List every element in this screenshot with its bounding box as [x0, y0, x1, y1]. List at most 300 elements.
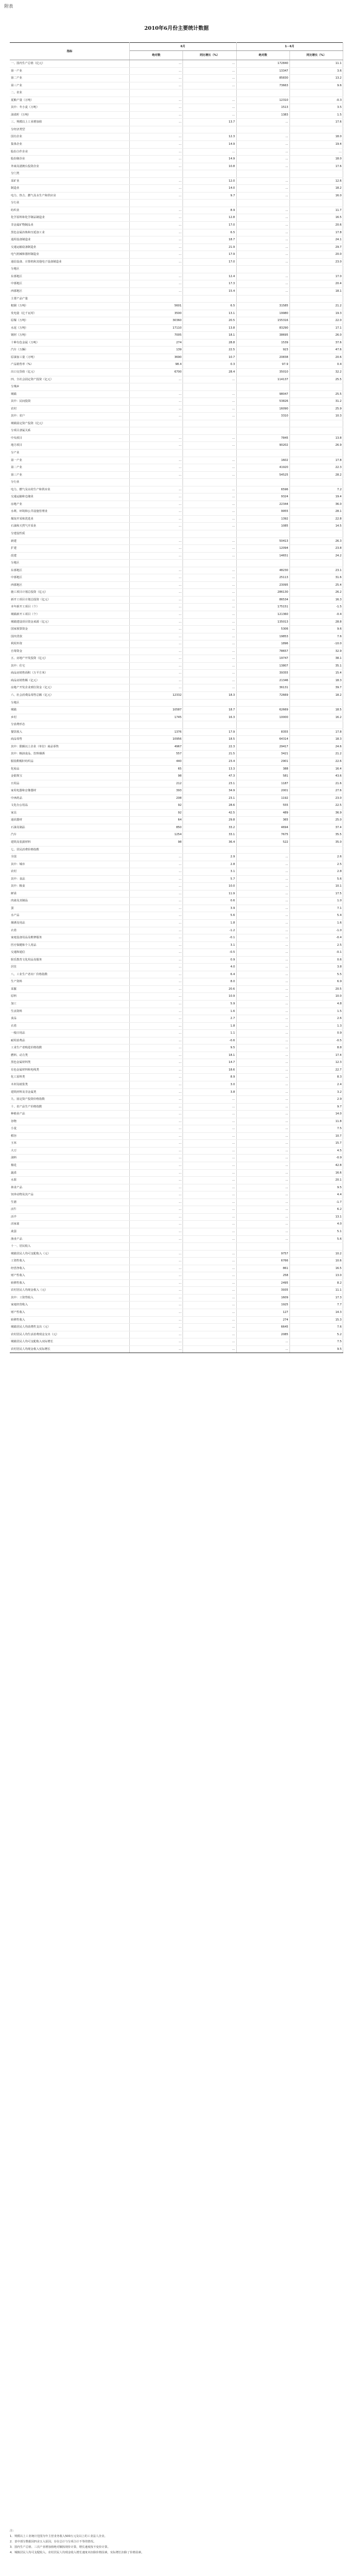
- row-month-abs-cell: …: [130, 912, 183, 920]
- table-row: [10, 207, 343, 214]
- row-indicator-cell: 五、房地产开发投资（亿元）: [10, 655, 130, 663]
- row-indicator-cell: 种植业产品: [10, 1111, 130, 1118]
- row-month-yoy-cell: 14.9: [183, 156, 236, 163]
- row-indicator-cell: 十一、居民收入: [10, 1243, 130, 1251]
- row-ytd-yoy-cell: -0.3: [289, 97, 343, 104]
- row-ytd-abs-cell: …: [236, 141, 289, 149]
- row-ytd-abs-cell: …: [236, 1345, 289, 1353]
- row-month-abs-cell: …: [130, 398, 183, 406]
- row-indicator-cell: 房地产业: [10, 501, 130, 508]
- row-ytd-abs-cell: …: [236, 905, 289, 912]
- row-indicator-cell: 经营净收入: [10, 1265, 130, 1272]
- row-month-yoy-cell: …: [183, 581, 236, 589]
- row-month-yoy-cell: …: [183, 1118, 236, 1125]
- row-month-abs-cell: …: [130, 104, 183, 112]
- row-ytd-yoy-cell: 7.2: [289, 486, 343, 494]
- row-indicator-cell: 钢材（万吨）: [10, 332, 130, 339]
- row-month-yoy-cell: 1.8: [183, 1022, 236, 1030]
- row-month-yoy-cell: 22.5: [183, 347, 236, 354]
- row-month-yoy-cell: -1.2: [183, 927, 236, 934]
- row-ytd-abs-cell: 274: [236, 1316, 289, 1324]
- row-month-abs-cell: …: [130, 567, 183, 574]
- table-row: [10, 552, 343, 560]
- row-ytd-yoy-cell: 35.0: [289, 838, 343, 846]
- row-ytd-abs-cell: …: [236, 978, 289, 986]
- row-month-yoy-cell: …: [183, 1125, 236, 1133]
- row-month-abs-cell: [130, 200, 183, 207]
- row-ytd-abs-cell: …: [236, 1147, 289, 1155]
- row-indicator-cell: 城镇固定资产投资（亿元）: [10, 420, 130, 427]
- row-month-yoy-cell: …: [183, 1103, 236, 1111]
- row-month-yoy-cell: …: [183, 82, 236, 89]
- row-ytd-abs-cell: …: [236, 251, 289, 259]
- row-ytd-abs-cell: 1602: [236, 457, 289, 464]
- row-month-abs-cell: …: [130, 501, 183, 508]
- row-month-yoy-cell: …: [183, 398, 236, 406]
- row-ytd-abs-cell: 54525: [236, 471, 289, 479]
- row-indicator-cell: 分产业: [10, 449, 130, 457]
- row-month-abs-cell: …: [130, 919, 183, 927]
- table-row: [10, 1272, 343, 1280]
- row-ytd-abs-cell: …: [236, 280, 289, 288]
- row-month-abs-cell: 6700: [130, 368, 183, 376]
- row-ytd-abs-cell: …: [236, 229, 289, 236]
- row-ytd-yoy-cell: 1.0: [289, 898, 343, 905]
- row-ytd-yoy-cell: 19.3: [289, 310, 343, 317]
- row-ytd-abs-cell: …: [236, 214, 289, 222]
- row-month-abs-cell: …: [130, 442, 183, 450]
- row-ytd-yoy-cell: 17.6: [289, 163, 343, 170]
- table-row: [10, 736, 343, 744]
- row-month-abs-cell: …: [130, 1155, 183, 1162]
- row-ytd-abs-cell: 90202: [236, 442, 289, 450]
- table-row: [10, 185, 343, 193]
- row-month-abs-cell: …: [130, 67, 183, 75]
- table-row: [10, 126, 343, 133]
- row-month-abs-cell: …: [130, 1287, 183, 1295]
- row-ytd-abs-cell: …: [236, 1125, 289, 1133]
- row-month-yoy-cell: 23.1: [183, 780, 236, 787]
- row-ytd-abs-cell: 19747: [236, 655, 289, 663]
- table-row: [10, 501, 343, 508]
- row-month-yoy-cell: 6.5: [183, 303, 236, 310]
- row-month-abs-cell: 12332: [130, 692, 183, 700]
- table-row: [10, 1309, 343, 1316]
- row-ytd-yoy-cell: 14.0: [289, 1111, 343, 1118]
- row-month-yoy-cell: 17.9: [183, 251, 236, 259]
- row-indicator-cell: 有色金属材料和电线类: [10, 1066, 130, 1074]
- table-row: [10, 479, 343, 486]
- row-ytd-abs-cell: 19980: [236, 310, 289, 317]
- row-ytd-abs-cell: 1192: [236, 794, 289, 802]
- row-month-abs-cell: …: [130, 1001, 183, 1008]
- row-ytd-abs-cell: …: [236, 854, 289, 861]
- row-ytd-abs-cell: …: [236, 985, 289, 993]
- row-month-abs-cell: …: [130, 390, 183, 398]
- table-row: [10, 67, 343, 75]
- row-month-yoy-cell: 14.7: [183, 1059, 236, 1067]
- table-row: [10, 626, 343, 633]
- row-month-yoy-cell: …: [183, 515, 236, 523]
- row-ytd-yoy-cell: -0.4: [289, 934, 343, 942]
- row-ytd-abs-cell: 16090: [236, 405, 289, 413]
- row-month-abs-cell: …: [130, 258, 183, 266]
- row-month-yoy-cell: 28.8: [183, 339, 236, 347]
- row-month-yoy-cell: -0.6: [183, 1037, 236, 1045]
- row-indicator-cell: 分经济类型: [10, 126, 130, 133]
- table-row: [10, 824, 343, 831]
- table-row: [10, 243, 343, 251]
- row-ytd-abs-cell: …: [236, 287, 289, 295]
- row-month-abs-cell: …: [130, 1206, 183, 1214]
- row-month-yoy-cell: 5.9: [183, 1001, 236, 1008]
- row-month-abs-cell: …: [130, 1258, 183, 1265]
- row-indicator-cell: 农村居民人均现金收入实际增长: [10, 1345, 130, 1353]
- row-ytd-abs-cell: [236, 560, 289, 567]
- row-indicator-cell: 交通和通信: [10, 949, 130, 957]
- row-month-abs-cell: …: [130, 934, 183, 942]
- row-month-abs-cell: …: [130, 111, 183, 119]
- row-month-yoy-cell: 1.6: [183, 1008, 236, 1015]
- table-row: [10, 258, 343, 266]
- row-ytd-abs-cell: [236, 530, 289, 538]
- row-ytd-abs-cell: [236, 295, 289, 303]
- row-ytd-abs-cell: 12094: [236, 545, 289, 553]
- row-ytd-abs-cell: 2901: [236, 758, 289, 765]
- row-indicator-cell: 活家禽: [10, 1221, 130, 1228]
- row-month-yoy-cell: …: [183, 604, 236, 611]
- row-ytd-abs-cell: 121360: [236, 611, 289, 619]
- row-month-yoy-cell: …: [183, 618, 236, 626]
- row-month-abs-cell: …: [130, 1228, 183, 1235]
- note-line: 1．规模以上工业统计范围为年主营业务收入500万元及以上的工业法人企业。: [10, 2535, 108, 2538]
- row-month-abs-cell: 5601: [130, 303, 183, 310]
- row-ytd-abs-cell: …: [236, 177, 289, 185]
- row-indicator-cell: 通信设备、计算机和其他电子设备制造业: [10, 258, 130, 266]
- row-month-yoy-cell: -0.1: [183, 934, 236, 942]
- row-indicator-cell: 其中：城市: [10, 861, 130, 868]
- row-indicator-cell: 渔业产品: [10, 1235, 130, 1243]
- row-month-abs-cell: …: [130, 405, 183, 413]
- table-row: [10, 457, 343, 464]
- row-month-abs-cell: 98: [130, 773, 183, 780]
- note-line: 4．城镇居民人均可支配收入、农村居民人均现金收入增长速度未扣除价格因素，实际增长扣除了价格因素。: [10, 2551, 144, 2554]
- row-indicator-cell: 鲜菜: [10, 890, 130, 898]
- table-row: [10, 354, 343, 361]
- table-row: [10, 464, 343, 472]
- row-indicator-cell: 六、社会消费品零售总额（亿元）: [10, 692, 130, 700]
- table-row: [10, 875, 343, 883]
- row-ytd-abs-cell: 78657: [236, 648, 289, 655]
- row-month-yoy-cell: 6.4: [183, 971, 236, 978]
- row-indicator-cell: 耐用消费品: [10, 1037, 130, 1045]
- table-row: [10, 303, 343, 310]
- row-month-yoy-cell: …: [183, 1345, 236, 1353]
- table-row: [10, 449, 343, 457]
- row-indicator-cell: 娱乐教育文化用品及服务: [10, 956, 130, 964]
- row-indicator-cell: 二、农业: [10, 89, 130, 97]
- row-ytd-abs-cell: …: [236, 1140, 289, 1148]
- row-month-yoy-cell: 12.3: [183, 133, 236, 141]
- row-ytd-abs-cell: …: [236, 934, 289, 942]
- row-month-yoy-cell: 13.7: [183, 119, 236, 126]
- row-ytd-yoy-cell: 15.3: [289, 1316, 343, 1324]
- table-row: [10, 1096, 343, 1104]
- row-month-yoy-cell: …: [183, 508, 236, 516]
- row-ytd-yoy-cell: 17.3: [289, 1294, 343, 1302]
- row-ytd-abs-cell: [236, 383, 289, 391]
- row-indicator-cell: 汽车: [10, 831, 130, 839]
- row-month-abs-cell: …: [130, 537, 183, 545]
- table-row: [10, 1169, 343, 1177]
- row-month-abs-cell: …: [130, 1066, 183, 1074]
- row-month-yoy-cell: [183, 530, 236, 538]
- row-month-yoy-cell: 8.9: [183, 1074, 236, 1081]
- row-month-yoy-cell: 21.9: [183, 243, 236, 251]
- row-month-abs-cell: …: [130, 985, 183, 993]
- table-row: [10, 964, 343, 971]
- row-ytd-yoy-cell: [289, 449, 343, 457]
- row-ytd-yoy-cell: 17.4: [289, 1052, 343, 1059]
- row-month-abs-cell: …: [130, 75, 183, 82]
- row-indicator-cell: 粗钢（万吨）: [10, 303, 130, 310]
- header-ytd-abs: 绝对数: [236, 51, 289, 60]
- row-indicator-cell: 采掘: [10, 985, 130, 993]
- row-indicator-cell: 化学原料和化学制品制造业: [10, 214, 130, 222]
- row-indicator-cell: 水产品: [10, 912, 130, 920]
- row-month-abs-cell: …: [130, 1324, 183, 1331]
- row-ytd-yoy-cell: [289, 420, 343, 427]
- row-ytd-abs-cell: 581: [236, 773, 289, 780]
- table-row: [10, 236, 343, 244]
- row-month-abs-cell: …: [130, 177, 183, 185]
- row-ytd-abs-cell: 31585: [236, 303, 289, 310]
- row-ytd-yoy-cell: [289, 266, 343, 273]
- row-month-abs-cell: …: [130, 1294, 183, 1302]
- row-month-abs-cell: 3690: [130, 354, 183, 361]
- row-month-yoy-cell: …: [183, 1206, 236, 1214]
- table-row: [10, 1022, 343, 1030]
- row-ytd-yoy-cell: 1.6: [289, 919, 343, 927]
- table-row: [10, 1177, 343, 1184]
- row-month-abs-cell: 1376: [130, 728, 183, 736]
- table-row: [10, 1125, 343, 1133]
- table-row: [10, 883, 343, 890]
- row-ytd-abs-cell: …: [236, 222, 289, 229]
- row-ytd-yoy-cell: 18.3: [289, 677, 343, 684]
- table-row: [10, 405, 343, 413]
- row-ytd-yoy-cell: 2.5: [289, 941, 343, 949]
- row-ytd-abs-cell: 9324: [236, 494, 289, 501]
- row-ytd-yoy-cell: 20.5: [289, 985, 343, 993]
- table-row: [10, 1206, 343, 1214]
- row-ytd-yoy-cell: 23.8: [289, 545, 343, 553]
- row-indicator-cell: 石油和天然气开采业: [10, 523, 130, 530]
- row-month-abs-cell: …: [130, 1309, 183, 1316]
- table-header: [10, 43, 343, 60]
- row-ytd-abs-cell: 155316: [236, 317, 289, 325]
- row-ytd-abs-cell: …: [236, 1008, 289, 1015]
- row-month-abs-cell: [130, 170, 183, 178]
- table-row: [10, 743, 343, 751]
- row-indicator-cell: 工资性收入: [10, 1258, 130, 1265]
- row-ytd-yoy-cell: [289, 126, 343, 133]
- row-ytd-yoy-cell: 16.5: [289, 1265, 343, 1272]
- table-row: [10, 618, 343, 626]
- row-indicator-cell: 服装鞋帽针纺织品: [10, 758, 130, 765]
- row-month-yoy-cell: 18.6: [183, 1066, 236, 1074]
- row-indicator-cell: 利用外资: [10, 640, 130, 648]
- row-ytd-abs-cell: …: [236, 1169, 289, 1177]
- row-month-abs-cell: …: [130, 964, 183, 971]
- table-row: [10, 60, 343, 68]
- table-row: [10, 567, 343, 574]
- row-ytd-abs-cell: 7675: [236, 831, 289, 839]
- row-month-yoy-cell: …: [183, 670, 236, 677]
- row-ytd-abs-cell: 20838: [236, 354, 289, 361]
- row-month-yoy-cell: …: [183, 1258, 236, 1265]
- row-indicator-cell: 商品零售: [10, 736, 130, 744]
- row-month-abs-cell: …: [130, 119, 183, 126]
- row-ytd-yoy-cell: 0.6: [289, 956, 343, 964]
- row-month-abs-cell: 7005: [130, 332, 183, 339]
- table-row: [10, 596, 343, 604]
- table-row: [10, 1066, 343, 1074]
- row-ytd-yoy-cell: 3.8: [289, 964, 343, 971]
- table-row: [10, 846, 343, 854]
- row-month-abs-cell: …: [130, 1140, 183, 1148]
- table-row: [10, 515, 343, 523]
- table-row: [10, 1059, 343, 1067]
- row-month-yoy-cell: …: [183, 1147, 236, 1155]
- row-ytd-abs-cell: …: [236, 1155, 289, 1162]
- row-ytd-yoy-cell: 23.0: [289, 794, 343, 802]
- row-ytd-yoy-cell: 20.4: [289, 280, 343, 288]
- row-month-yoy-cell: …: [183, 111, 236, 119]
- row-ytd-yoy-cell: [289, 1243, 343, 1251]
- table-row: [10, 985, 343, 993]
- row-indicator-cell: 原料: [10, 993, 130, 1001]
- row-month-abs-cell: …: [130, 82, 183, 89]
- table-row: [10, 251, 343, 259]
- table-row: [10, 670, 343, 677]
- row-indicator-cell: 林业产品: [10, 1184, 130, 1191]
- page-label: 附表: [4, 4, 13, 9]
- row-month-abs-cell: …: [130, 581, 183, 589]
- row-ytd-abs-cell: 6596: [236, 486, 289, 494]
- row-indicator-cell: 分地区: [10, 266, 130, 273]
- row-indicator-cell: 农村居民人均生活消费现金支出（元）: [10, 1331, 130, 1338]
- row-month-yoy-cell: 16.3: [183, 714, 236, 721]
- row-ytd-yoy-cell: 28.2: [289, 471, 343, 479]
- table-row: [10, 560, 343, 567]
- row-month-yoy-cell: …: [183, 1155, 236, 1162]
- row-ytd-abs-cell: …: [236, 964, 289, 971]
- row-month-yoy-cell: 20.5: [183, 317, 236, 325]
- row-ytd-yoy-cell: 13.8: [289, 434, 343, 442]
- table-row: [10, 1302, 343, 1309]
- table-row: [10, 200, 343, 207]
- row-month-yoy-cell: …: [183, 589, 236, 597]
- row-month-abs-cell: …: [130, 207, 183, 214]
- row-ytd-abs-cell: …: [236, 258, 289, 266]
- row-month-abs-cell: [130, 1243, 183, 1251]
- row-month-abs-cell: …: [130, 905, 183, 912]
- row-ytd-yoy-cell: 23.1: [289, 567, 343, 574]
- row-ytd-yoy-cell: 31.6: [289, 574, 343, 582]
- row-month-yoy-cell: …: [183, 494, 236, 501]
- row-month-yoy-cell: …: [183, 633, 236, 640]
- row-month-yoy-cell: …: [183, 501, 236, 508]
- row-ytd-abs-cell: 39355: [236, 670, 289, 677]
- row-indicator-cell: 国家预算资金: [10, 626, 130, 633]
- row-month-yoy-cell: 29.8: [183, 817, 236, 824]
- row-month-abs-cell: 1254: [130, 831, 183, 839]
- table-row: [10, 728, 343, 736]
- row-ytd-abs-cell: …: [236, 868, 289, 876]
- row-indicator-cell: 财产性收入: [10, 1272, 130, 1280]
- row-ytd-yoy-cell: 4.5: [289, 1147, 343, 1155]
- row-indicator-cell: 通讯器材: [10, 817, 130, 824]
- row-month-yoy-cell: …: [183, 611, 236, 619]
- row-indicator-cell: 财产性收入: [10, 1309, 130, 1316]
- row-month-yoy-cell: 12.0: [183, 177, 236, 185]
- row-indicator-cell: 其中：工资性收入: [10, 1294, 130, 1302]
- row-ytd-abs-cell: …: [236, 1059, 289, 1067]
- row-month-abs-cell: …: [130, 1074, 183, 1081]
- row-ytd-yoy-cell: 6.2: [289, 1206, 343, 1214]
- row-month-abs-cell: 557: [130, 751, 183, 758]
- table-row: [10, 1191, 343, 1199]
- row-ytd-yoy-cell: 22.6: [289, 758, 343, 765]
- row-month-abs-cell: 30360: [130, 317, 183, 325]
- row-indicator-cell: 夏粮产量（万吨）: [10, 97, 130, 104]
- row-month-yoy-cell: …: [183, 1162, 236, 1170]
- row-month-yoy-cell: …: [183, 640, 236, 648]
- row-ytd-abs-cell: …: [236, 1088, 289, 1096]
- row-month-abs-cell: …: [130, 222, 183, 229]
- header-ytd: 1－6月: [236, 43, 343, 51]
- row-month-abs-cell: …: [130, 1037, 183, 1045]
- row-ytd-abs-cell: [236, 266, 289, 273]
- row-indicator-cell: 居住: [10, 964, 130, 971]
- row-month-yoy-cell: 15.4: [183, 287, 236, 295]
- row-ytd-abs-cell: 53826: [236, 398, 289, 406]
- row-month-abs-cell: …: [130, 1111, 183, 1118]
- row-ytd-yoy-cell: [289, 89, 343, 97]
- row-indicator-cell: 活牛: [10, 1206, 130, 1214]
- row-ytd-yoy-cell: 25.5: [289, 376, 343, 383]
- row-indicator-cell: 八、工业生产者出厂价格指数: [10, 971, 130, 978]
- table-row: [10, 192, 343, 200]
- table-row: [10, 368, 343, 376]
- row-indicator-cell: 分地区: [10, 560, 130, 567]
- row-ytd-abs-cell: …: [236, 1338, 289, 1346]
- row-month-abs-cell: 64: [130, 817, 183, 824]
- row-indicator-cell: 第一产业: [10, 457, 130, 464]
- row-ytd-yoy-cell: -0.9: [289, 1155, 343, 1162]
- row-ytd-yoy-cell: 9.5: [289, 1345, 343, 1353]
- row-indicator-cell: 分建设性质: [10, 530, 130, 538]
- row-indicator-cell: 家庭经营收入: [10, 1302, 130, 1309]
- row-month-yoy-cell: …: [183, 376, 236, 383]
- table-row: [10, 361, 343, 369]
- row-month-yoy-cell: 3.1: [183, 941, 236, 949]
- row-indicator-cell: 东部地区: [10, 273, 130, 280]
- table-row: [10, 75, 343, 82]
- row-indicator-cell: 木材及纸浆类: [10, 1081, 130, 1089]
- row-ytd-yoy-cell: 17.8: [289, 728, 343, 736]
